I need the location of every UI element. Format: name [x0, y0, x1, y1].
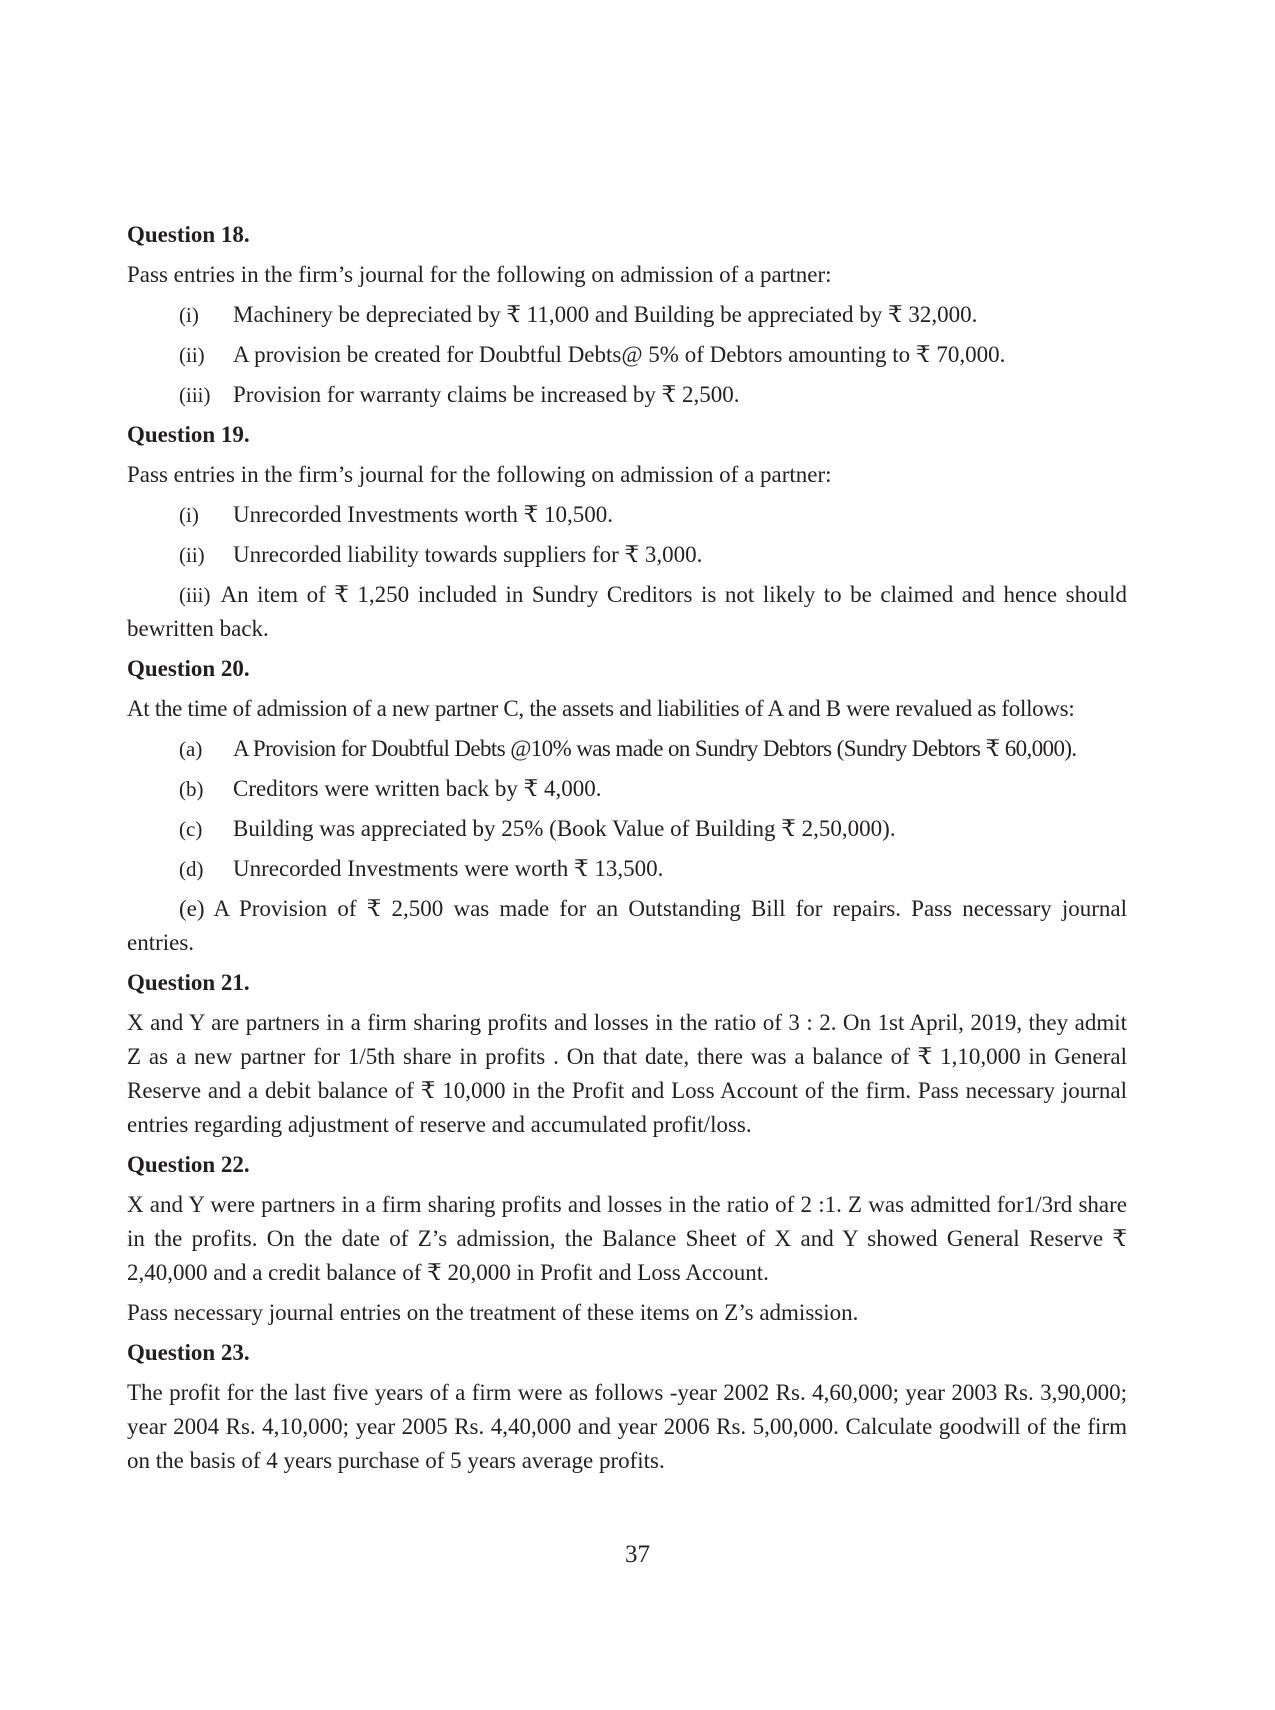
page-number: 37 [625, 1541, 650, 1568]
item-text: Machinery be depreciated by ₹ 11,000 and Building be appreciated by ₹ 32,000. [233, 302, 978, 327]
item-text: Unrecorded Investments worth ₹ 10,500. [233, 502, 613, 527]
item-number: (d) [179, 857, 204, 881]
question-items [127, 732, 1127, 886]
question-items [127, 298, 1127, 412]
item-text: Unrecorded Investments were worth ₹ 13,500. [233, 856, 664, 881]
item-number: (ii) [179, 343, 205, 367]
question-instruction: Pass necessary journal entries on the treatment of these items on Z’s admission. [127, 1300, 859, 1325]
item-text: Creditors were written back by ₹ 4,000. [233, 776, 602, 801]
list-item [127, 732, 1127, 766]
list-item-wrapped [127, 892, 1127, 960]
question-title: Question 20. [127, 656, 250, 681]
item-number: (iii) [179, 583, 211, 607]
document-page [127, 218, 1127, 1484]
item-number: (iii) [179, 383, 211, 407]
question-title: Question 18. [127, 222, 250, 247]
item-number: (ii) [179, 543, 205, 567]
item-number: (b) [179, 777, 204, 801]
item-text: Building was appreciated by 25% (Book Value of Building ₹ 2,50,000). [233, 816, 896, 841]
list-item [127, 498, 1127, 532]
question-23 [127, 1336, 1127, 1478]
question-intro: At the time of admission of a new partner C, the assets and liabilities of A and B were revalued as follows: [127, 696, 1075, 721]
question-body: X and Y are partners in a firm sharing profits and losses in the ratio of 3 : 2. On 1st April, 2019, they admit Z as a new partner for 1/5th share in profits . On that date, there was a balance of ₹ 1,10,000 in General Reserve and a debit balance of ₹ 10,000 in the Profit and Loss Account of the firm. Pass necessary journal entries regarding adjustment of reserve and accumulated profit/loss. [127, 1010, 1127, 1137]
list-item [127, 852, 1127, 886]
item-text: Provision for warranty claims be increased by ₹ 2,500. [233, 382, 740, 407]
list-item [127, 298, 1127, 332]
question-title: Question 21. [127, 970, 250, 995]
question-intro: Pass entries in the firm’s journal for the following on admission of a partner: [127, 462, 832, 487]
item-text: An item of ₹ 1,250 included in Sundry Creditors is not likely to be claimed and hence should bewritten back. [127, 582, 1127, 641]
item-text: Unrecorded liability towards suppliers for ₹ 3,000. [233, 542, 703, 567]
question-20 [127, 652, 1127, 960]
item-text: A Provision for Doubtful Debts @10% was made on Sundry Debtors (Sundry Debtors ₹ 60,000). [233, 736, 1077, 761]
question-21 [127, 966, 1127, 1142]
question-18 [127, 218, 1127, 412]
question-19 [127, 418, 1127, 646]
list-item-wrapped [127, 578, 1127, 646]
list-item [127, 538, 1127, 572]
item-number: (i) [179, 503, 199, 527]
item-text: (e) A Provision of ₹ 2,500 was made for an Outstanding Bill for repairs. Pass necessary journal entries. [127, 896, 1127, 955]
question-items [127, 498, 1127, 572]
question-title: Question 22. [127, 1152, 250, 1177]
list-item [127, 338, 1127, 372]
item-number: (c) [179, 817, 203, 841]
list-item [127, 378, 1127, 412]
list-item [127, 812, 1127, 846]
list-item [127, 772, 1127, 806]
question-title: Question 23. [127, 1340, 250, 1365]
question-intro: Pass entries in the firm’s journal for the following on admission of a partner: [127, 262, 832, 287]
item-text: A provision be created for Doubtful Debts@ 5% of Debtors amounting to ₹ 70,000. [233, 342, 1006, 367]
question-body: X and Y were partners in a firm sharing profits and losses in the ratio of 2 :1. Z was admitted for1/3rd share in the profits. On the date of Z’s admission, the Balance Sheet of X and Y showed General Reserve ₹ 2,40,000 and a credit balance of ₹ 20,000 in Profit and Loss Account. [127, 1192, 1127, 1285]
question-title: Question 19. [127, 422, 250, 447]
item-number: (i) [179, 303, 199, 327]
item-number: (a) [179, 737, 203, 761]
question-body: The profit for the last five years of a firm were as follows -year 2002 Rs. 4,60,000; year 2003 Rs. 3,90,000; year 2004 Rs. 4,10,000; year 2005 Rs. 4,40,000 and year 2006 Rs. 5,00,000. Calculate goodwill of the firm on the basis of 4 years purchase of 5 years average profits. [127, 1380, 1127, 1473]
question-22 [127, 1148, 1127, 1330]
